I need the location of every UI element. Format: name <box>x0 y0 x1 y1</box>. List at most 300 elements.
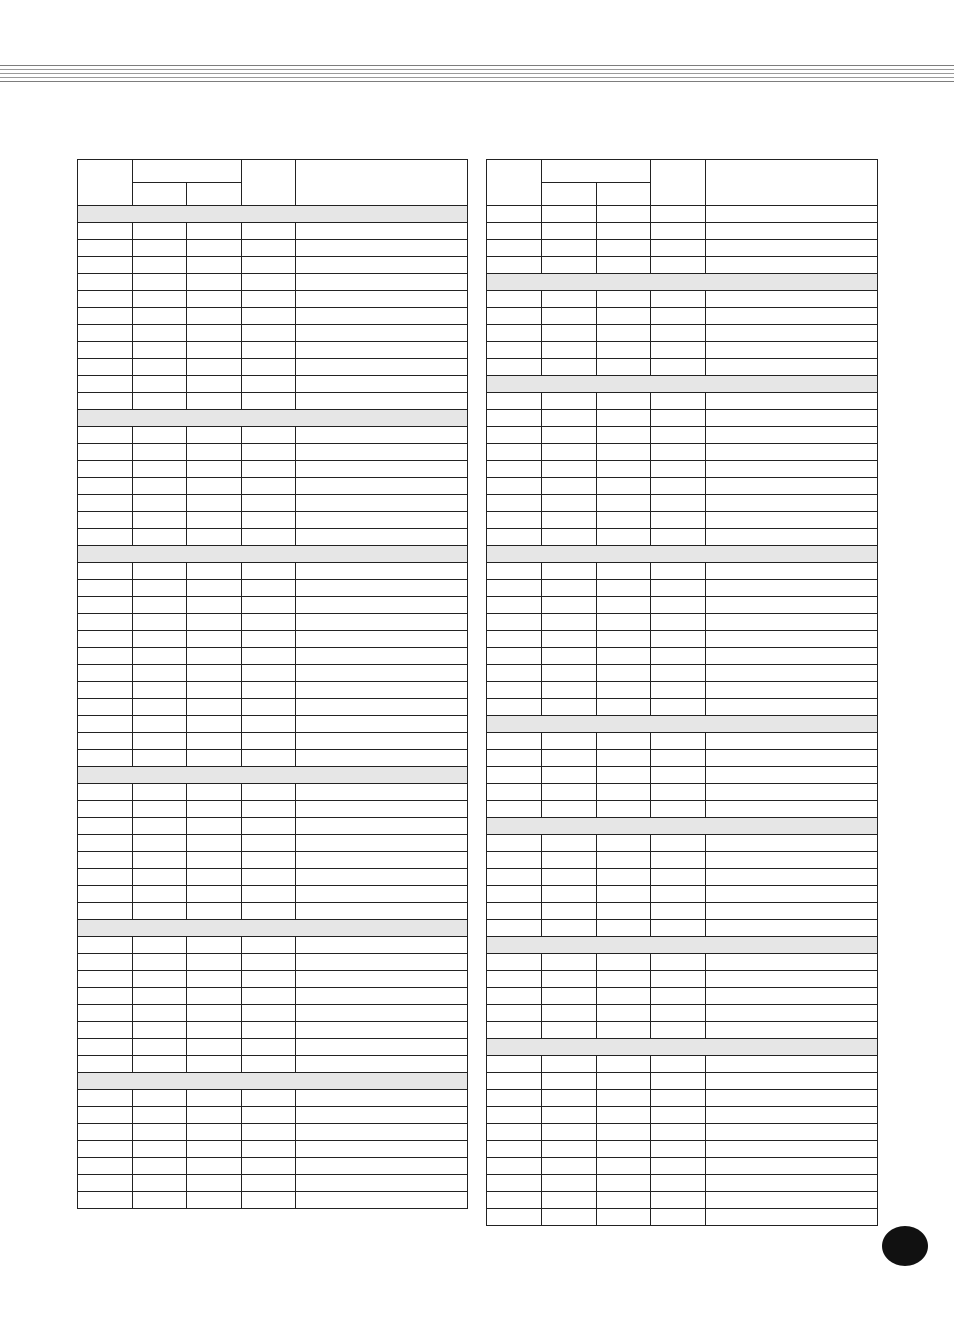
table-cell <box>542 1158 597 1175</box>
table-row <box>487 359 878 376</box>
table-row <box>78 631 468 648</box>
table-cell <box>296 240 468 257</box>
table-cell <box>542 1073 597 1090</box>
table-cell <box>133 988 187 1005</box>
table-cell <box>542 767 597 784</box>
table-cell <box>78 988 133 1005</box>
table-cell <box>651 529 706 546</box>
table-row <box>487 835 878 852</box>
table-cell <box>133 376 187 393</box>
table-cell <box>78 461 133 478</box>
table-row <box>78 274 468 291</box>
table-row <box>78 1141 468 1158</box>
table-cell <box>187 988 242 1005</box>
table-cell <box>487 1141 542 1158</box>
table-cell <box>296 1107 468 1124</box>
table-cell <box>487 750 542 767</box>
table-cell <box>78 1056 133 1073</box>
table-cell <box>242 665 296 682</box>
table-cell <box>78 223 133 240</box>
table-cell <box>597 1022 651 1039</box>
table-cell <box>597 920 651 937</box>
table-cell <box>597 410 651 427</box>
table-cell <box>706 495 878 512</box>
table-cell <box>133 1056 187 1073</box>
table-cell <box>597 971 651 988</box>
table-cell <box>651 954 706 971</box>
table-cell <box>242 427 296 444</box>
table-cell <box>651 648 706 665</box>
table-cell <box>487 342 542 359</box>
table-cell <box>242 1090 296 1107</box>
table-cell <box>296 359 468 376</box>
table-cell <box>651 580 706 597</box>
table-cell <box>296 682 468 699</box>
table-cell <box>487 1124 542 1141</box>
table-cell <box>242 1124 296 1141</box>
table-cell <box>597 1056 651 1073</box>
table-cell <box>542 971 597 988</box>
table-cell <box>187 852 242 869</box>
table-cell <box>597 580 651 597</box>
table-cell <box>706 563 878 580</box>
table-row <box>78 1107 468 1124</box>
table-row <box>78 818 468 835</box>
table-cell <box>487 427 542 444</box>
table-cell <box>542 495 597 512</box>
section-cell <box>487 546 878 563</box>
section-row <box>78 920 468 937</box>
table-cell <box>187 869 242 886</box>
table-row <box>487 495 878 512</box>
table-row <box>487 682 878 699</box>
table-cell <box>296 1141 468 1158</box>
table-cell <box>296 937 468 954</box>
table-cell <box>78 325 133 342</box>
table-cell <box>597 206 651 223</box>
table-cell <box>296 495 468 512</box>
table-cell <box>242 784 296 801</box>
table-cell <box>706 971 878 988</box>
table-row <box>78 1175 468 1192</box>
table-cell <box>296 1005 468 1022</box>
table-row <box>78 1022 468 1039</box>
table-cell <box>242 835 296 852</box>
table-cell <box>597 223 651 240</box>
table-cell <box>597 852 651 869</box>
table-cell <box>651 444 706 461</box>
table-cell <box>706 903 878 920</box>
table-cell <box>487 699 542 716</box>
table-row <box>487 665 878 682</box>
table-cell <box>651 665 706 682</box>
table-cell <box>133 801 187 818</box>
table-cell <box>78 308 133 325</box>
table-cell <box>651 631 706 648</box>
table-row <box>487 580 878 597</box>
table-row <box>487 478 878 495</box>
table-row <box>487 801 878 818</box>
table-cell <box>187 1175 242 1192</box>
table-cell <box>651 1022 706 1039</box>
table-cell <box>487 495 542 512</box>
table-cell <box>597 495 651 512</box>
table-cell <box>187 291 242 308</box>
table-cell <box>242 852 296 869</box>
table-row <box>487 920 878 937</box>
table-cell <box>597 563 651 580</box>
table-cell <box>187 444 242 461</box>
table-cell <box>542 257 597 274</box>
table-row <box>487 1141 878 1158</box>
table-cell <box>78 954 133 971</box>
table-cell <box>542 478 597 495</box>
table-cell <box>651 223 706 240</box>
table-cell <box>296 835 468 852</box>
table-cell <box>296 461 468 478</box>
table-cell <box>296 1090 468 1107</box>
table-cell <box>187 461 242 478</box>
table-cell <box>651 1141 706 1158</box>
section-row <box>487 1039 878 1056</box>
table-cell <box>487 1209 542 1226</box>
table-cell <box>706 308 878 325</box>
table-cell <box>296 529 468 546</box>
table-row <box>487 869 878 886</box>
section-row <box>487 376 878 393</box>
table-cell <box>78 665 133 682</box>
table-cell <box>133 240 187 257</box>
table-cell <box>706 954 878 971</box>
table-cell <box>78 886 133 903</box>
table-row <box>78 342 468 359</box>
table-cell <box>651 410 706 427</box>
table-cell <box>133 665 187 682</box>
table-cell <box>133 1158 187 1175</box>
table-row <box>78 716 468 733</box>
table-cell <box>542 325 597 342</box>
table-cell <box>542 223 597 240</box>
table-cell <box>133 393 187 410</box>
table-cell <box>706 240 878 257</box>
table-cell <box>242 376 296 393</box>
table-cell <box>78 1124 133 1141</box>
table-cell <box>487 529 542 546</box>
table-cell <box>542 903 597 920</box>
table-row <box>78 937 468 954</box>
table-cell <box>706 1005 878 1022</box>
table-cell <box>651 495 706 512</box>
table-cell <box>78 393 133 410</box>
table-cell <box>133 580 187 597</box>
table-cell <box>597 325 651 342</box>
table-cell <box>597 886 651 903</box>
table-cell <box>542 886 597 903</box>
table-cell <box>296 631 468 648</box>
table-cell <box>187 563 242 580</box>
table-cell <box>651 699 706 716</box>
table-cell <box>706 325 878 342</box>
table-cell <box>651 614 706 631</box>
table-cell <box>487 240 542 257</box>
table-cell <box>133 682 187 699</box>
table-cell <box>78 291 133 308</box>
table-cell <box>542 648 597 665</box>
table-cell <box>651 1090 706 1107</box>
table-cell <box>706 1192 878 1209</box>
table-row <box>487 1158 878 1175</box>
table-cell <box>187 648 242 665</box>
table-row <box>78 835 468 852</box>
table-row <box>487 342 878 359</box>
table-cell <box>542 206 597 223</box>
table-cell <box>133 461 187 478</box>
table-cell <box>133 325 187 342</box>
table-cell <box>651 257 706 274</box>
table-cell <box>651 750 706 767</box>
table-row <box>78 886 468 903</box>
table-row <box>78 682 468 699</box>
table-cell <box>296 478 468 495</box>
table-cell <box>133 699 187 716</box>
table-cell <box>187 750 242 767</box>
table-cell <box>487 257 542 274</box>
table-cell <box>651 291 706 308</box>
table-cell <box>296 852 468 869</box>
table-row <box>78 1192 468 1209</box>
table-row <box>78 750 468 767</box>
table-cell <box>296 444 468 461</box>
table-cell <box>487 988 542 1005</box>
table-cell <box>133 614 187 631</box>
table-cell <box>187 257 242 274</box>
table-cell <box>487 563 542 580</box>
table-cell <box>133 648 187 665</box>
table-row <box>78 597 468 614</box>
table-cell <box>706 750 878 767</box>
table-cell <box>542 954 597 971</box>
table-cell <box>706 206 878 223</box>
table-cell <box>651 1209 706 1226</box>
table-row <box>487 614 878 631</box>
table-cell <box>78 750 133 767</box>
table-cell <box>542 1209 597 1226</box>
table-row <box>487 393 878 410</box>
table-cell <box>78 818 133 835</box>
table-cell <box>78 1192 133 1209</box>
table-cell <box>187 1141 242 1158</box>
table-cell <box>487 1073 542 1090</box>
table-cell <box>651 393 706 410</box>
table-row <box>78 478 468 495</box>
table-cell <box>187 376 242 393</box>
table-cell <box>542 410 597 427</box>
table-cell <box>133 444 187 461</box>
table-cell <box>706 988 878 1005</box>
table-row <box>78 393 468 410</box>
table-cell <box>487 920 542 937</box>
table-cell <box>597 614 651 631</box>
table-cell <box>296 308 468 325</box>
table-cell <box>706 631 878 648</box>
table-row <box>78 308 468 325</box>
table-cell <box>597 512 651 529</box>
table-cell <box>78 257 133 274</box>
table-cell <box>651 886 706 903</box>
table-cell <box>187 1056 242 1073</box>
table-cell <box>187 580 242 597</box>
section-row <box>487 937 878 954</box>
table-cell <box>597 1124 651 1141</box>
subheader-cell <box>597 183 651 206</box>
table-cell <box>133 852 187 869</box>
table-cell <box>651 852 706 869</box>
table-cell <box>487 223 542 240</box>
table-row <box>487 733 878 750</box>
table-row <box>487 444 878 461</box>
table-row <box>487 1056 878 1073</box>
table-cell <box>296 971 468 988</box>
table-row <box>78 1039 468 1056</box>
table-cell <box>133 733 187 750</box>
table-cell <box>487 648 542 665</box>
table-cell <box>651 478 706 495</box>
table-cell <box>242 291 296 308</box>
table-cell <box>78 1090 133 1107</box>
table-cell <box>706 478 878 495</box>
table-cell <box>597 529 651 546</box>
table-cell <box>542 835 597 852</box>
table-cell <box>487 631 542 648</box>
table-cell <box>133 597 187 614</box>
table-row <box>78 325 468 342</box>
table-cell <box>242 1175 296 1192</box>
table-cell <box>542 988 597 1005</box>
table-cell <box>296 784 468 801</box>
table-cell <box>133 478 187 495</box>
section-cell <box>78 206 468 223</box>
table-cell <box>187 631 242 648</box>
table-cell <box>487 359 542 376</box>
table-cell <box>187 1022 242 1039</box>
table-cell <box>597 835 651 852</box>
table-cell <box>242 274 296 291</box>
table-cell <box>187 1005 242 1022</box>
table-cell <box>296 886 468 903</box>
table-cell <box>133 903 187 920</box>
table-cell <box>706 1073 878 1090</box>
table-cell <box>133 835 187 852</box>
table-cell <box>597 257 651 274</box>
table-cell <box>242 1107 296 1124</box>
table-cell <box>133 1039 187 1056</box>
table-cell <box>542 699 597 716</box>
table-row <box>487 291 878 308</box>
table-row <box>78 699 468 716</box>
table-cell <box>542 308 597 325</box>
table-cell <box>651 971 706 988</box>
table-cell <box>706 529 878 546</box>
table-cell <box>242 1192 296 1209</box>
table-cell <box>487 1005 542 1022</box>
left-table <box>77 159 468 1209</box>
table-cell <box>187 1090 242 1107</box>
table-cell <box>187 1158 242 1175</box>
table-cell <box>296 699 468 716</box>
table-cell <box>242 954 296 971</box>
table-row <box>487 988 878 1005</box>
table-cell <box>706 1090 878 1107</box>
table-cell <box>78 529 133 546</box>
table-cell <box>78 597 133 614</box>
table-cell <box>78 699 133 716</box>
table-row <box>487 1192 878 1209</box>
table-row <box>78 1090 468 1107</box>
table-cell <box>651 920 706 937</box>
table-cell <box>651 206 706 223</box>
table-cell <box>487 835 542 852</box>
table-cell <box>542 682 597 699</box>
table-cell <box>542 750 597 767</box>
right-table <box>486 159 878 1226</box>
table-cell <box>296 988 468 1005</box>
table-cell <box>706 801 878 818</box>
table-cell <box>487 410 542 427</box>
table-cell <box>78 1022 133 1039</box>
table-cell <box>133 784 187 801</box>
table-cell <box>78 648 133 665</box>
table-cell <box>542 1056 597 1073</box>
table-cell <box>242 308 296 325</box>
table-cell <box>542 1124 597 1141</box>
table-cell <box>706 869 878 886</box>
table-row <box>78 495 468 512</box>
table-cell <box>133 937 187 954</box>
table-cell <box>542 665 597 682</box>
table-cell <box>487 580 542 597</box>
table-cell <box>542 1192 597 1209</box>
table-cell <box>651 325 706 342</box>
section-row <box>78 546 468 563</box>
table-cell <box>242 937 296 954</box>
table-cell <box>706 767 878 784</box>
table-row <box>487 903 878 920</box>
table-cell <box>651 1056 706 1073</box>
header-cell <box>78 160 133 206</box>
table-cell <box>242 512 296 529</box>
table-cell <box>187 818 242 835</box>
table-cell <box>187 274 242 291</box>
table-cell <box>296 1056 468 1073</box>
table-cell <box>651 988 706 1005</box>
table-cell <box>706 1175 878 1192</box>
table-cell <box>242 223 296 240</box>
table-cell <box>487 852 542 869</box>
table-row <box>487 1022 878 1039</box>
table-cell <box>296 869 468 886</box>
table-cell <box>597 1107 651 1124</box>
section-cell <box>487 818 878 835</box>
table-cell <box>78 512 133 529</box>
table-cell <box>597 291 651 308</box>
section-cell <box>78 767 468 784</box>
header-group-cell <box>133 160 242 183</box>
table-cell <box>78 1005 133 1022</box>
table-cell <box>296 1158 468 1175</box>
table-cell <box>242 614 296 631</box>
table-cell <box>133 1107 187 1124</box>
table-cell <box>242 1056 296 1073</box>
